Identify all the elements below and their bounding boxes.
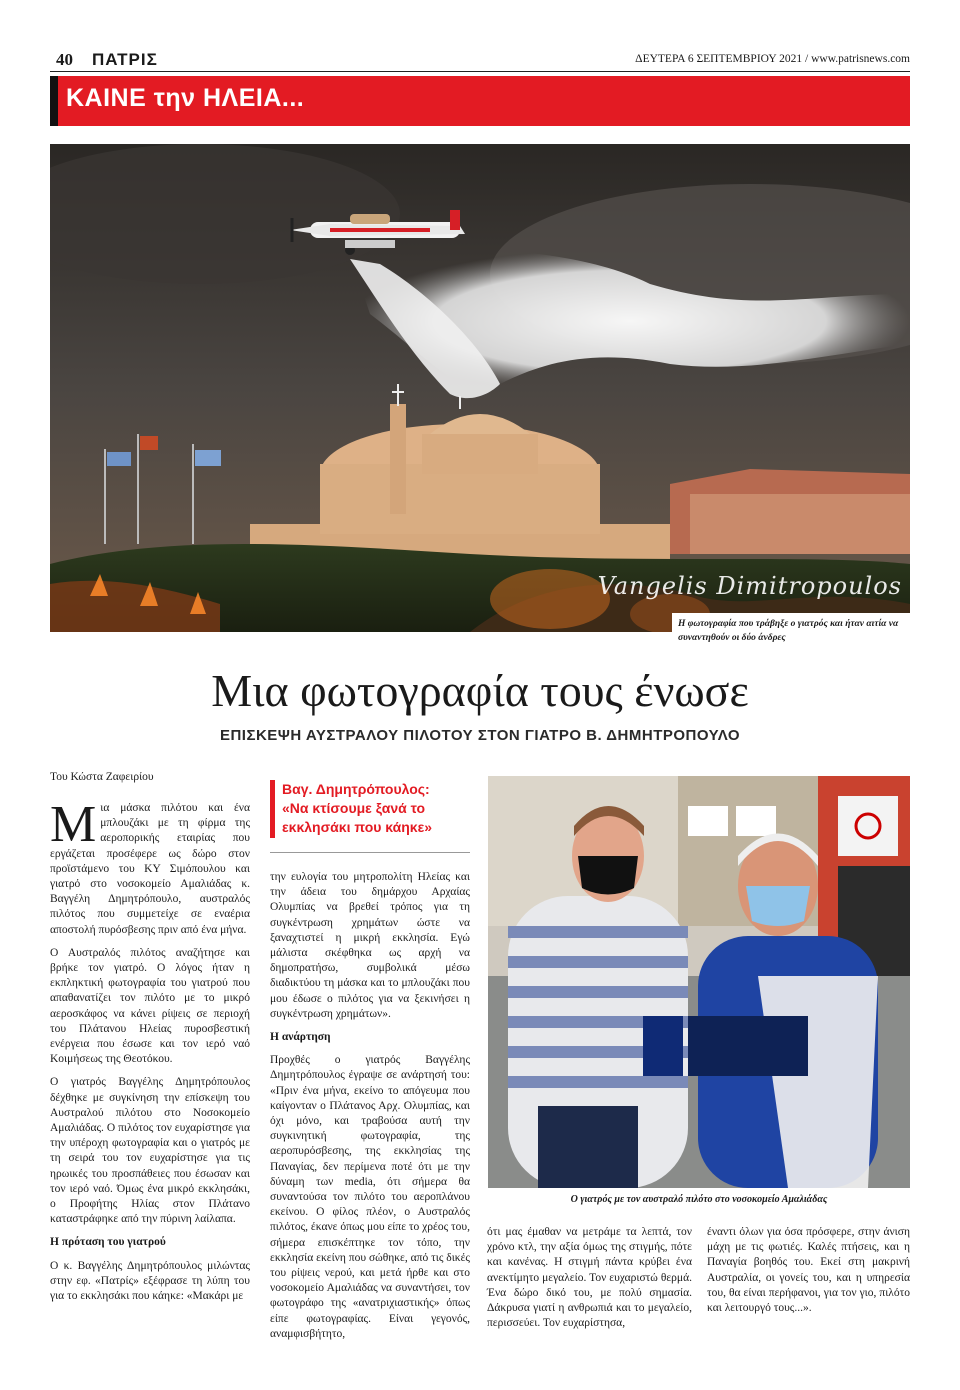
section-banner bbox=[50, 76, 910, 126]
main-photo-caption: Η φωτογραφία που τράβηξε ο γιατρός και ήταν αιτία να συναντηθούν οι δύο άνδρες bbox=[672, 613, 910, 649]
paragraph: ότι μας έμαθαν να μετράμε τα λεπτά, τον χρόνο κτλ, την αξία όμως της στιγμής, πότε και κανένας. Η στιγμή πάντα κρύβει ένα ανεκτίμητο μεγαλείο. Τον ευχαριστώ θερμά. Ένα δώρο δικό του, με πολύ σημασία. Δάκρυσα γιατί η ανθρωπιά και το μεγαλείο, περισσεύει. Τον ευχαρίστησα, bbox=[487, 1226, 692, 1330]
subheading: Η πρόταση του γιατρού bbox=[50, 1236, 166, 1249]
byline: Του Κώστα Ζαφειρίου bbox=[50, 771, 154, 783]
newspaper-name: ΠΑΤΡΙΣ bbox=[92, 50, 158, 69]
drop-cap: Μ bbox=[50, 796, 97, 853]
photo-credit: Vangelis Dimitropoulos bbox=[597, 572, 902, 600]
paragraph: Ο γιατρός Βαγγέλης Δημητρόπουλος δέχθηκε με συγκίνηση την επίσκεψη του Αυστραλού πιλότου στο Νοσοκομείο Αμαλιάδας. Ο πιλότος τον ευχαρίστησε για την υπέροχη φωτογραφία και ο γιατρός με τη σειρά του τον ευχαρίστησε για τις ηρωικές του προσπάθειες που έσωσαν και τον ιερό ναό. Όμως ένα μικρό εκκλησάκι, ο Προφήτης Ηλίας στον Πλάτανο καταστράφηκε από την πύρινη λαίλαπα. bbox=[50, 1076, 250, 1226]
pullquote-name: Βαγ. Δημητρόπουλος: bbox=[282, 781, 430, 797]
second-photo-caption: Ο γιατρός με τον αυστραλό πιλότο στο νοσοκομείο Αμαλιάδας bbox=[570, 1194, 828, 1205]
building bbox=[670, 469, 910, 554]
subheadline: ΕΠΙΣΚΕΨΗ ΑΥΣΤΡΑΛΟΥ ΠΙΛΟΤΟΥ ΣΤΟΝ ΓΙΑΤΡΟ Β. ΔΗΜΗΤΡΟΠΟΥΛΟ bbox=[219, 727, 741, 744]
paragraph: έναντι όλων για όσα πρόσφερε, στην άνιση μάχη με τις φωτιές. Καλές πτήσεις, και η Παναγία βοηθός του. Εκεί στη μακρινή Αυστραλία, οι γονείς του, και η υπηρεσία του, θα είναι περήφανοι, για τον γιο, πιλότο και λειτουργό τους...». bbox=[707, 1226, 910, 1315]
column-3 bbox=[487, 1225, 692, 1339]
column-1 bbox=[50, 796, 250, 1312]
pullquote-rule bbox=[270, 852, 470, 853]
paragraph: την ευλογία του μητροπολίτη Ηλείας και την άδεια του δημάρχου Αρχαίας Ολυμπίας να βρεθεί τρόπος για τη συγκέντρωση χρημάτων ώστε να ξαναχτιστεί η μικρή εκκλησία. Εγώ μάλιστα σκέφθηκα ως αρχή να δημοπρατήσω, συμβολικά μέσω διαδικτύου τη μάσκα και το μπλουζάκι που μου έδωσε ο πιλότος για να ξεκινήσει η συγκέντρωση χρημάτων». bbox=[270, 871, 470, 1020]
header-rule bbox=[50, 71, 910, 72]
pullquote-bar bbox=[270, 780, 275, 838]
second-photo bbox=[488, 776, 910, 1188]
section-title: ΚΑΙΝΕ την ΗΛΕΙΑ... bbox=[66, 84, 305, 112]
paragraph: Ο Αυστραλός πιλότος αναζήτησε και βρήκε τον γιατρό. Ο λόγος ήταν η εκπληκτική φωτογραφία του γιατρού που απαθανατίζει τον πιλότο με το μικρό αεροσκάφος να κάνει ρίψεις σε περιοχή του Πλάτανου Ηλείας πυροσβεστική ενέργεια που έσωσε και τον ιερό ναό Κοιμήσεως της Θεοτόκου. bbox=[50, 946, 250, 1066]
page-number: 40 bbox=[56, 50, 73, 69]
subheading: Η ανάρτηση bbox=[270, 1031, 331, 1044]
pullquote bbox=[270, 780, 470, 842]
section-accent bbox=[50, 76, 58, 126]
paragraph: Προχθές ο γιατρός Βαγγέλης Δημητρόπουλος έγραψε σε ανάρτησή του: «Πριν ένα μήνα, εκείνο το απόγευμα που καίγονταν ο Πλάτανος Αρχ. Ολυμπίας, και όχι μόνο, και τραβούσα αυτή την συγκινητική φωτογραφία, της αεροπυρόσβεσης, της εκκλησίας της Παναγίας, δεν περίμενα ποτέ ότι με την δύναμη των media, ότι σήμερα θα συναντούσα τον πιλότο του αεροπλάνου εκείνου. Ο φίλος πλέον, ο Αυστραλός πιλότος, έκανε όπως μου είπε το χρέος του, σήμερα επισκέπτηκε τον τόπο, την εκκλησία εκείνη που σώθηκε, από τις δικές του ρίψεις νερού, και μετά ήρθε και στο νοσοκομείο Αμαλιάδας να συναντήσει, τον φωτογράφο της «ανατριχιαστικής» όπως είπε φωτογραφίας. Είναι γεγονός, αναμφισβήτητο, bbox=[270, 1054, 470, 1340]
pullquote-text: «Να κτίσουμε ξανά το εκκλησάκι που κάηκε» bbox=[282, 800, 433, 835]
main-photo bbox=[50, 144, 910, 632]
paragraph: Ο κ. Βαγγέλης Δημητρόπουλος μιλώντας στην εφ. «Πατρίς» εξέφρασε τη λύπη του για το εκκλησάκι που κάηκε: «Μακάρι με bbox=[50, 1259, 250, 1303]
dateline: ΔΕΥΤΕΡΑ 6 ΣΕΠΤΕΜΒΡΙΟΥ 2021 / www.patrisnews.com bbox=[635, 53, 910, 65]
page-header bbox=[56, 50, 910, 72]
column-4 bbox=[707, 1225, 910, 1324]
headline: Μια φωτογραφία τους ένωσε bbox=[211, 665, 749, 716]
paragraph: ια μάσκα πιλότου και ένα μπλουζάκι με τη φίρμα της αεροπορικής εταιρίας που εργάζεται προσέφερε ως δώρο στον προϊστάμενο του ΚΥ Σιμόπουλου και γιατρό στο νοσοκομείο Αμαλιάδας κ. Βαγγέλη Δημητρόπουλο, αυστραλός πιλότος που συμμετείχε σε εναέρια αποστολή πυρόσβεσης πριν από ένα μήνα. bbox=[50, 802, 250, 936]
column-2 bbox=[270, 870, 470, 1350]
